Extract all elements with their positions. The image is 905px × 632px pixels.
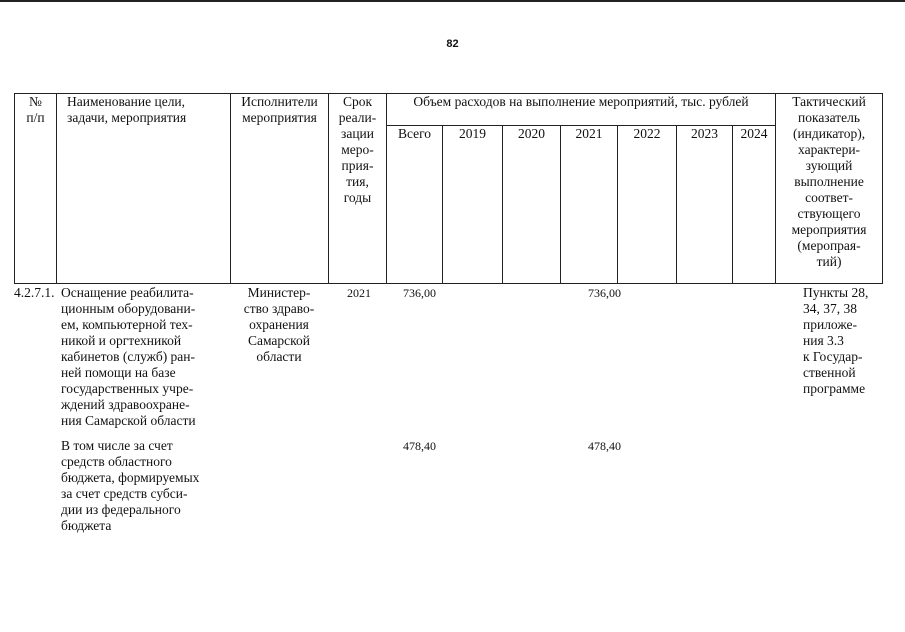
header-year-2021: 2021	[561, 126, 618, 284]
header-term: Срок реали- зации меро- прия- тия, годы	[329, 94, 387, 284]
header-year-2022: 2022	[618, 126, 677, 284]
header-volume: Объем расходов на выполнение мероприятий, тыс. рублей	[387, 94, 776, 126]
row-term: 2021	[347, 286, 371, 300]
header-total: Всего	[387, 126, 443, 284]
row-executor: Министер- ство здраво- охранения Самарской области	[243, 285, 315, 364]
row2-name: В том числе за счет средств областного бюджета, формируемых за счет средств субси- дии из федерального бюджета	[61, 438, 200, 533]
top-rule	[0, 0, 905, 6]
header-year-2023: 2023	[677, 126, 733, 284]
page-number: 82	[446, 38, 459, 50]
header-indicator: Тактический показатель (индикатор), характери- зующий выполнение соответ- ствующего мероприятия (меропрая- тий)	[776, 94, 883, 284]
header-year-2024: 2024	[733, 126, 776, 284]
header-executor: Исполнители мероприятия	[231, 94, 329, 284]
row2-total: 478,40	[403, 439, 436, 453]
header-name: Наименование цели, задачи, мероприятия	[57, 94, 231, 284]
header-table	[14, 93, 883, 284]
header-year-2020: 2020	[503, 126, 561, 284]
row-number: 4.2.7.1.	[14, 285, 55, 300]
row2-2021: 478,40	[588, 439, 621, 453]
row-2021: 736,00	[588, 286, 621, 300]
header-number: № п/п	[15, 94, 57, 284]
row-name: Оснащение реабилита- ционным оборудовани- ем, компьютерной тех- никой и оргтехникой кабинетов (служб) ран- ней помощи на базе государственных учре- ждений здравоохране- ния Самарской области	[61, 285, 196, 428]
row-total: 736,00	[403, 286, 436, 300]
header-year-2019: 2019	[443, 126, 503, 284]
row-indicator: Пункты 28, 34, 37, 38 приложе- ния 3.3 к Государ- ственной программе	[803, 285, 869, 396]
